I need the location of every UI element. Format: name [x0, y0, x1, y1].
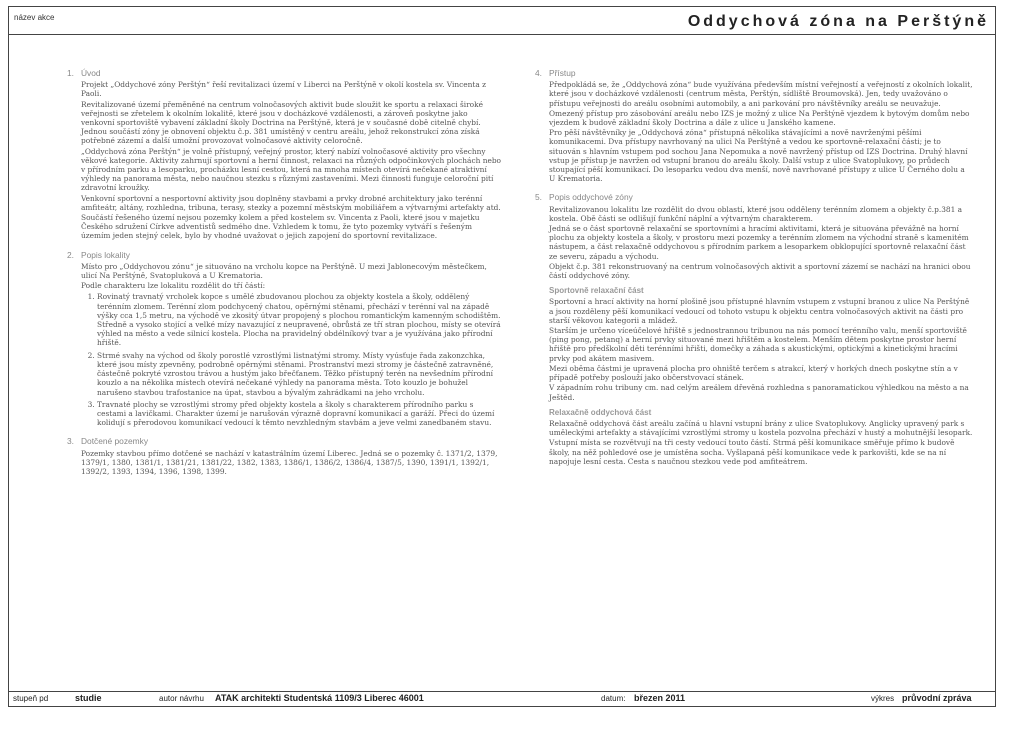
paragraph: Sportovní a hrací aktivity na horní plošině jsou přístupné hlavním vstupem z vstupní branou z ulice Na Perštýně a jsou rozděleny pěší komunikací vedoucí od tohoto vstupu k objektu centra volnočasových aktivit na části pro starší věkovou kategorii a mládež. [549, 297, 970, 325]
section-title: Popis oddychové zóny [549, 192, 633, 203]
paragraph: V západním rohu tribuny cm. nad celým areálem dřevěná rozhledna s panoramatickou výhledkou na město a na Ještěd. [549, 383, 969, 402]
section-heading [535, 192, 973, 203]
paragraph: Revitalizované území přeměněné na centrum volnočasových aktivit bude sloužit ke sportu a relaxaci široké veřejnosti se zřetelem k okolním lokalitě, které jsou v docházkové vzdálenosti, a zároveň poskytne jako venkovní sportoviště vybavení základní školy Doctrina na Perštýně, která je v současné době citelně chybí. Jednou součástí zóny je obnovení objektu č.p. 381 umístěný v centru areálu, jehož rekonstrukcí zóna získá potřebné zázemí a další umožní provozovat volnočasové aktivity celoročně. [81, 99, 483, 146]
paragraph: Jedná se o část sportovně relaxační se sportovními a hracími aktivitami, která je situována převážně na horní plochu za objekty kostela a školy, v prostoru mezi pozemky a terénním zlomem na východní straně s kamenitém nástupem, a část relaxačně oddychovou s přírodním parkem a lesoparkem obklopující sportovně relaxační část ze severu, západu a východu. [549, 224, 969, 261]
paragraph: Součástí řešeného území nejsou pozemky kolem a před kostelem sv. Vincenta z Paoli, které jsou v majetku Českého sdružení Církve adventistů sedmého dne. Vzhledem k tomu, že tyto pozemky vytváří s řešeným územím jeden stejný celek, bylo by vhodné uvažovat o jejich zapojení do sportovní revitalizace. [81, 213, 480, 241]
list-item: 1. Rovinatý travnatý vrcholek kopce s umělé zbudovanou plochou za objekty kostela a školy, oddělený terénním zlomem. Terénní zlom podchycený chatou, opěrnými stěnami, přechází v terénní val na západě výšky cca 1,5 metru, na východě ve zkositý útvar propojený s plochou romantickým kamenným schodištěm. Středně a vysoko stojící a velké mízy navazující z neupravené, obrůstá ze tří stran plochou, místy se otevírá výhled na město a vede silnicí kostela. Plocha na pravidelný obdélníkový tvar a je využívána jako přírodní hřiště. [97, 292, 501, 347]
paragraph: „Oddychová zóna Perštýn“ je volně přístupný, veřejný prostor, který nabízí volnočasové aktivity pro všechny věkové kategorie. Aktivity zahrnují sportovní a herní činnost, relaxaci na různých odpočinkových plochách nebo v přírodním parku a lesoparku, procházku lesní cestou, která na mnoha místech otevírá nečekané atraktivní výhledy na panorama města, nebo naučnou stezku s různými zastaveními. Mezi činnosti funguje celoroční pití zdravotní kroužky. [81, 146, 502, 193]
date-value: březen 2011 [634, 693, 686, 703]
section [67, 249, 501, 428]
paragraph: Venkovní sportovní a nesportovní aktivity jsou doplněny stavbami a prvky drobné architektury jako terénní amfiteátr, altány, rozhledna, tribuna, terasy, stezky a pozemní městským mobiliářem a výtvarnými artefakty atd. [81, 193, 501, 212]
project-name-label: název akce [14, 13, 55, 22]
section-title: Dotčené pozemky [81, 436, 149, 447]
section-title: Přístup [549, 68, 576, 78]
section [535, 192, 973, 466]
paragraph: Místo pro „Oddychovou zónu“ je situováno na vrcholu kopce na Perštýně. U mezi Jablonecovým městečkem, ulicí Na Perštýně, Svatopluková a U Krematoria. [81, 261, 487, 281]
section-title: Popis lokality [81, 249, 130, 260]
paragraph: Pro pěší návštěvníky je „Oddychová zóna“ přístupná několika stávajícími a nově navrženými pěšími komunikacemi. Dva přístupy navrhovaný na ulici Na Perštýně a vedou ke sportovně-relaxační části; je to situován s hlavním vstupem pod sochou Jana Nepomuka a nově navržený přístup od IZS Doctrina. Druhý hlavní vstup je přístup je navržen od vstupní branou do areálu školy. Další vstup z ulice Svatoplukovy, po průdech stoupající pěší komunikací. Do lesoparku vedou dva menší, nově navrhované přístupy z ulice U Černého dolu a U Krematoria. [549, 128, 968, 184]
paragraph: Předpokládá se, že „Oddychová zóna“ bude využívána především místní veřejností a veřejností z okolních lokalit, které jsou v docházkové vzdálenosti (centrum města, Perštýn, sídliště Broumovská). Jen, tedy uvažováno o přístupu veřejnosti do areálu osobními automobily, a ani parkování pro návštěvníky areálu se neuvažuje. [549, 80, 973, 108]
section [535, 68, 973, 184]
header-bar [9, 7, 995, 35]
author-label: autor návrhu [159, 694, 204, 703]
section [67, 68, 502, 241]
section-heading [67, 68, 501, 78]
paragraph: Relaxačně oddychová část areálu začíná u hlavní vstupní brány z ulice Svatoplukovy. Anglicky upravený park s uměleckými artefakty a stávajícími vzrostlými stromy u kostela pozvolna přechází v hustý a mohutnější lesopark. [549, 418, 973, 438]
title-block [9, 691, 995, 706]
stage-value: studie [75, 693, 102, 703]
section-heading [535, 68, 973, 78]
drawing-value: průvodní zpráva [902, 693, 972, 703]
section-title: Úvod [81, 68, 101, 78]
right-column [535, 68, 973, 476]
drawing-label: výkres [871, 694, 895, 703]
paragraph: Revitalizovanou lokalitu lze rozdělit do dvou oblastí, které jsou odděleny terénním zlomem a objekty č.p.381 a kostela. Obě části se odlišují funkční náplní a výtvarným charakterem. [549, 204, 963, 223]
stage-label: stupeň pd [13, 694, 49, 703]
section [67, 436, 501, 476]
paragraph: Projekt „Oddychové zóny Perštýn“ řeší revitalizaci území v Liberci na Perštýně v okolí kostela sv. Vincenta z Paoli. [81, 80, 486, 99]
author-value: ATAK architekti Studentská 1109/3 Liberec 46001 [215, 693, 424, 703]
paragraph: Starším je určeno víceúčelové hřiště s jednostrannou tribunou na nás pomocí terénního valu, menší sportoviště (ping pong, petanq) a herní prvky situované mezi hřištěm a kostelem. Menším dětem poskytne prostor herní hřiště pro předškolní děti terénními hřišti, domečky a záhada s akustickými, optickými a kinetickými hracími prvky pod akátem masivem. [549, 326, 967, 363]
subsection-heading: Sportovně relaxační část [549, 286, 644, 296]
paragraph: Pozemky stavbou přímo dotčené se nachází v katastrálním území Liberec. Jedná se o pozemky č. 1371/2, 1379, 1379/1, 1380, 1381/1, 1381/21, 1381/22, 1382, 1383, 1386/1, 1386/2, 1386/4, 1387/5, 1390, 1391/1, 1392/1, 1392/2, 1393, 1394, 1396, 1398, 1399. [81, 448, 498, 476]
section-number: 4. [535, 68, 542, 78]
document-sheet [8, 6, 996, 707]
left-column [67, 68, 502, 486]
paragraph: Podle charakteru lze lokalitu rozdělit do tří částí: [81, 281, 266, 291]
section-heading [67, 436, 501, 447]
section-number: 1. [67, 68, 74, 78]
project-title: Oddychová zóna na Perštýně [687, 13, 989, 30]
list-item: 2. Strmé svahy na východ od školy porostlé vzrostlými listnatými stromy. Místy vyúsťuje řada zakonzchka, které jsou místy zpevněny, podrobně opěrnými stěnami. Prostranství mezi stromy je částečně zatravněné, částečně pokryté vzrostou trávou a hustým jako břečťanem. Těžko přístupný terén na nevšedním přírodní kouzlo a na několika místech otevírá nečekané výhledy na panorama města. Toto kouzlo je bohužel narušeno stavbou trafostanice na úpat, stavbou a bývalým zahrádkami na jeho vrcholu. [97, 351, 501, 397]
paragraph: Vstupní místa se rozvětvují na tři cesty vedoucí touto částí. Strmá pěší komunikace směřuje přímo k budově školy, na něž pohledové ose je umístěna socha. Vyšlapaná pěší komunikace vede k parkovišti, kde se na ní napojuje lesní cesta. Cesta s naučnou stezkou vede pod amfiteátrem. [549, 438, 955, 466]
date-label: datum: [601, 694, 626, 703]
subsection-heading: Relaxačně oddychová část [549, 407, 652, 417]
list-item: 3. Travnaté plochy se vzrostlými stromy před objekty kostela a školy s charakterem přírodního parku s cestami a lavičkami. Charakter území je narušován výrazně dopravní komunikací a garáží. Přeci do území kolidují s přerodovou komunikací vedoucí k těmto nevzhledným stavbám a jeve velmi zanedbaném stavu. [97, 400, 501, 428]
paragraph: Omezený přístup pro zásobování areálu nebo IZS je možný z ulice Na Perštýně vjezdem k bytovým domům nebo vjezdem k budově základní školy Doctrina a dále z ulice u Janského kamene. [549, 108, 970, 128]
section-number: 5. [535, 192, 542, 203]
section-number: 3. [67, 436, 74, 447]
section-heading [67, 249, 501, 260]
numbered-list [81, 292, 501, 427]
paragraph: Mezi oběma částmi je upravená plocha pro ohniště terčem s atrakcí, který v horkých dnech poskytne stín a v případě potřeby poslouží jako občerstvovací stánek. [549, 363, 958, 383]
paragraph: Objekt č.p. 381 rekonstruovaný na centrum volnočasových aktivit a sportovní zázemí se nachází na hranici obou částí oddychové zóny. [549, 261, 971, 281]
section-number: 2. [67, 249, 74, 260]
